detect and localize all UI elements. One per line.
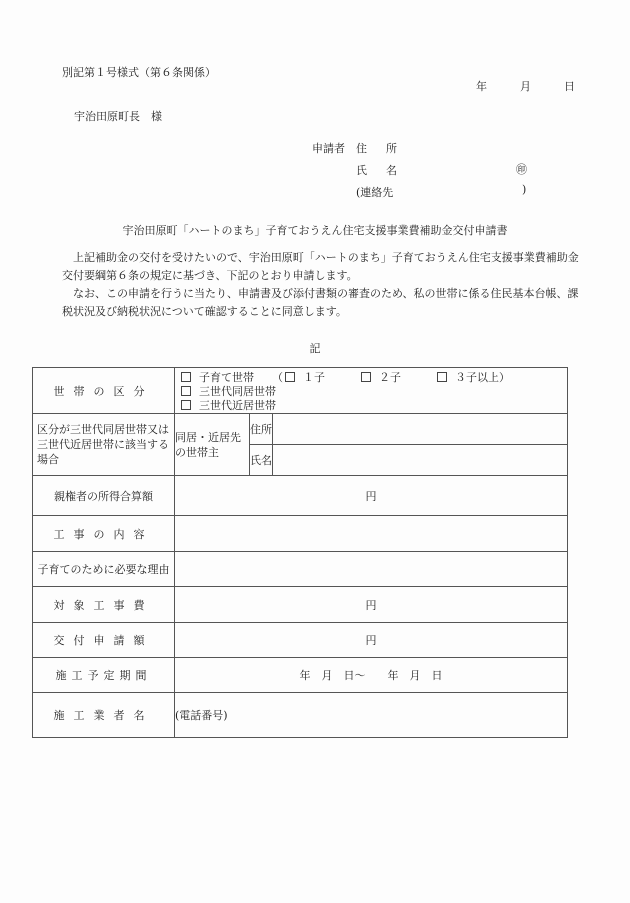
application-table [32, 367, 568, 738]
three-gen-same-label: 三世代同居世帯 [199, 384, 276, 398]
household-head-label: 同居・近居先の世帯主 [175, 414, 250, 476]
form-id: 別記第１号様式（第６条関係） [62, 66, 216, 79]
head-address-label: 住所 [250, 414, 273, 445]
child-2-checkbox[interactable] [361, 372, 371, 382]
ki-heading: 記 [309, 342, 321, 355]
request-input[interactable] [175, 623, 568, 658]
table-row-work [33, 516, 568, 552]
date-line [476, 78, 575, 94]
contact-close: ) [522, 183, 527, 196]
child-1-label: １子 [303, 370, 325, 384]
head-name-label: 氏名 [250, 445, 273, 476]
paren-open: （ [272, 370, 283, 384]
child-3-checkbox[interactable] [437, 372, 447, 382]
contractor-input[interactable] [175, 693, 568, 738]
applicant-block [312, 138, 401, 204]
reason-input[interactable] [175, 552, 568, 587]
period-label: 施工予定期間 [33, 658, 175, 693]
head-name-input[interactable] [273, 445, 568, 476]
name-label: 氏 名 [356, 164, 401, 177]
table-row-three-gen [33, 414, 568, 445]
reason-label: 子育てのために必要な理由 [33, 552, 175, 587]
income-input[interactable] [175, 476, 568, 516]
seal-icon: ㊞ [516, 163, 527, 176]
date-day: 日 [564, 80, 575, 93]
head-address-input[interactable] [273, 414, 568, 445]
child-household-label: 子育て世帯 [199, 370, 254, 384]
document-title: 宇治田原町「ハートのまち」子育ておうえん住宅支援事業費補助金交付申請書 [122, 224, 508, 237]
table-row-period [33, 658, 568, 693]
cost-input[interactable] [175, 587, 568, 623]
child-household-checkbox[interactable] [181, 372, 191, 382]
table-row-reason [33, 552, 568, 587]
period-input[interactable] [175, 658, 568, 693]
yen-unit: 円 [365, 489, 377, 503]
child-3-label: ３子以上） [455, 370, 510, 384]
table-row-cost [33, 587, 568, 623]
income-label: 親権者の所得合算額 [33, 476, 175, 516]
work-label: 工事の内容 [33, 516, 175, 552]
three-gen-case-label: 区分が三世代同居世帯又は三世代近居世帯に該当する場合 [33, 414, 175, 476]
applicant-label: 申請者 [312, 142, 345, 155]
three-gen-near-label: 三世代近居世帯 [199, 398, 276, 412]
household-label: 世帯の区分 [33, 368, 175, 414]
contact-label: (連絡先 [356, 186, 394, 199]
address-label: 住 所 [356, 142, 401, 155]
table-row-income [33, 476, 568, 516]
date-month: 月 [520, 80, 531, 93]
table-row-household [33, 368, 568, 414]
three-gen-near-checkbox[interactable] [181, 400, 191, 410]
contractor-label: 施工業者名 [33, 693, 175, 738]
cost-label: 対象工事費 [33, 587, 175, 623]
date-year: 年 [476, 80, 487, 93]
period-value: 年 月 日～ 年 月 日 [299, 669, 443, 682]
request-label: 交付申請額 [33, 623, 175, 658]
child-2-label: ２子 [379, 370, 401, 384]
body-text [62, 249, 582, 321]
phone-label: (電話番号) [175, 709, 228, 722]
three-gen-same-checkbox[interactable] [181, 386, 191, 396]
child-1-checkbox[interactable] [285, 372, 295, 382]
table-row-request [33, 623, 568, 658]
addressee: 宇治田原町長 様 [74, 110, 162, 123]
yen-unit: 円 [365, 598, 377, 612]
household-options [175, 368, 568, 414]
body-paragraph: なお、この申請を行うに当たり、申請書及び添付書類の審査のため、私の世帯に係る住民基本台帳、課税状況及び納税状況について確認することに同意します。 [62, 287, 579, 318]
table-row-contractor [33, 693, 568, 738]
work-input[interactable] [175, 516, 568, 552]
yen-unit: 円 [365, 634, 377, 647]
body-paragraph: 上記補助金の交付を受けたいので、宇治田原町「ハートのまち」子育ておうえん住宅支援事業費補助金交付要綱第６条の規定に基づき、下記のとおり申請します。 [62, 251, 579, 282]
